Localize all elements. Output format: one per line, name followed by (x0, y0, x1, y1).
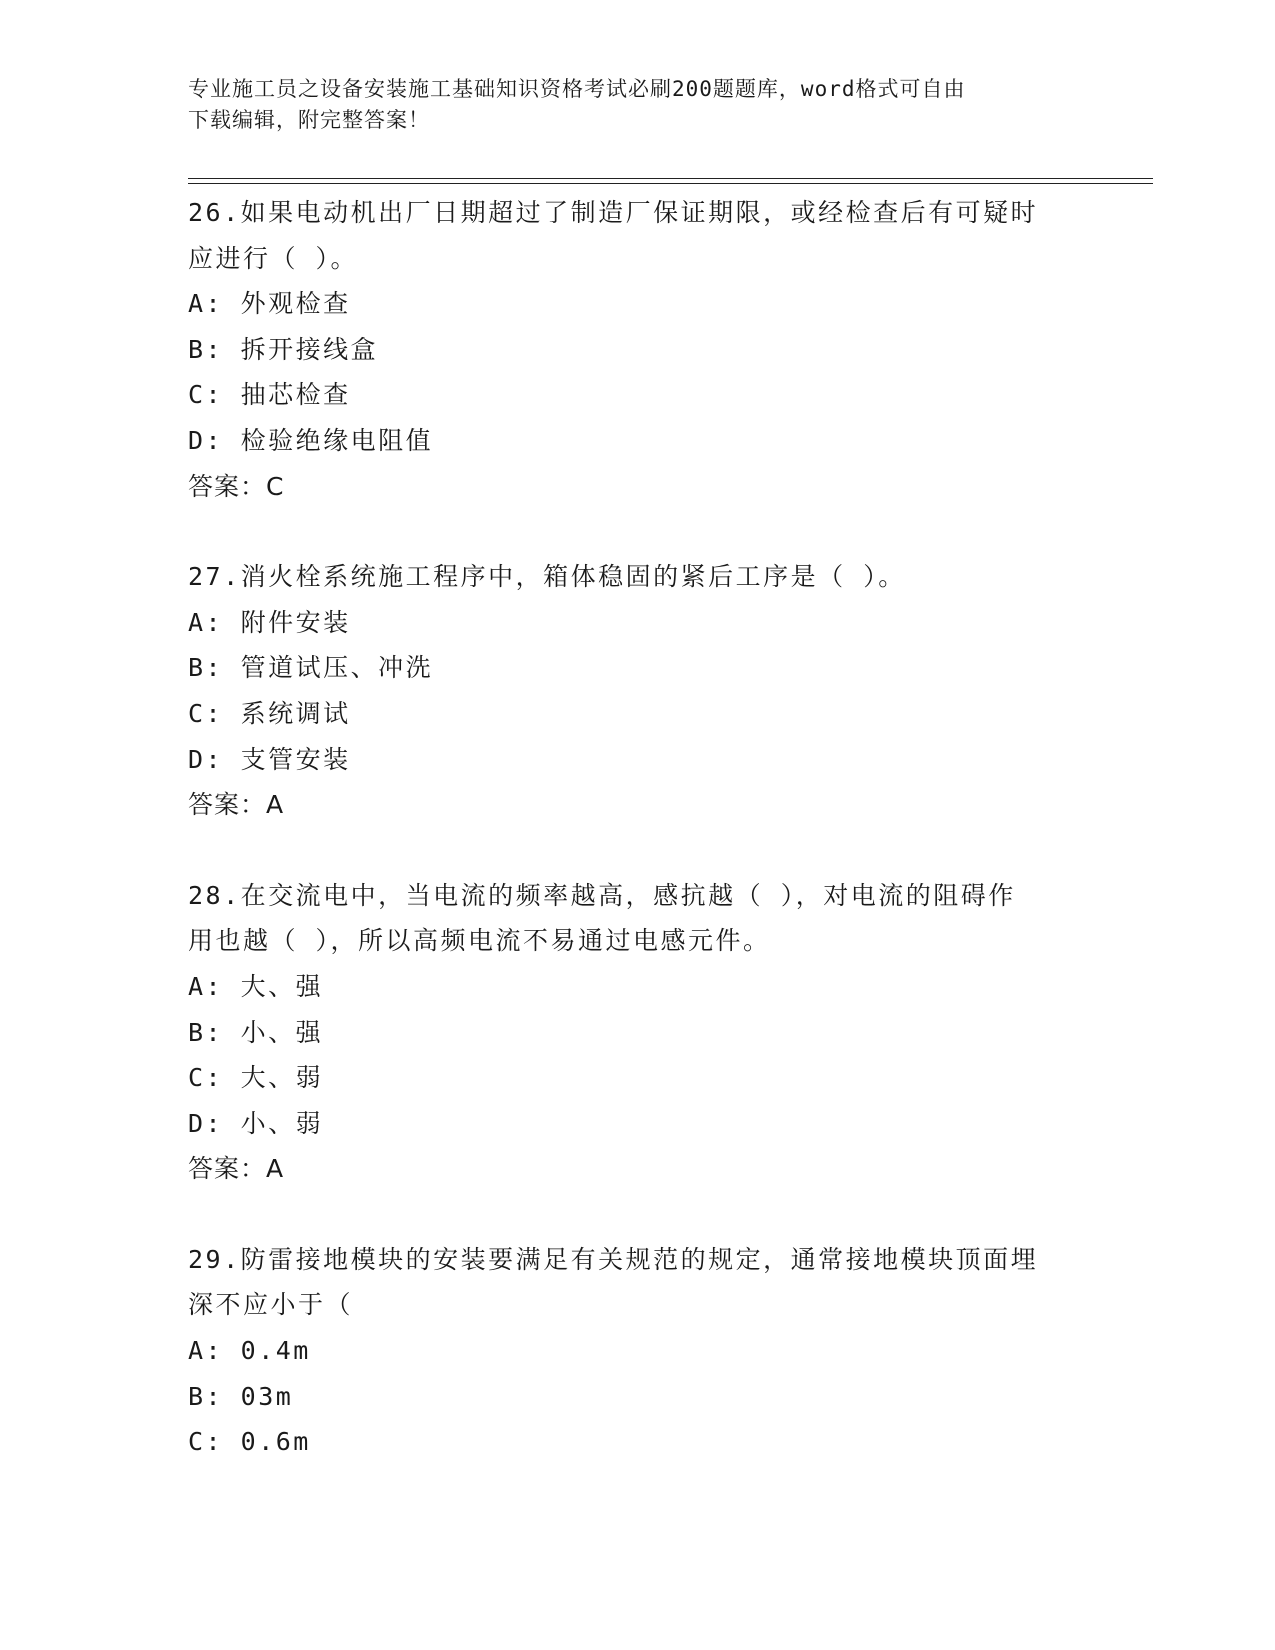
question-stem-continued: 用也越（ ），所以高频电流不易通过电感元件。 (188, 926, 771, 956)
question-stem-continued: 应进行（ ）。 (188, 243, 359, 273)
option-c: C: 抽芯检查 (188, 380, 351, 410)
option-c: C: 大、弱 (188, 1063, 324, 1093)
question-stem: 26.如果电动机出厂日期超过了制造厂保证期限，或经检查后有可疑时 (188, 198, 1039, 227)
option-b: B: 小、强 (188, 1017, 324, 1047)
header-line-2: 下载编辑，附完整答案！ (188, 108, 430, 132)
question-29 (188, 1237, 1088, 1465)
question-27 (188, 554, 1088, 828)
question-26 (188, 190, 1088, 509)
option-b: B: 管道试压、冲洗 (188, 653, 434, 683)
question-28 (188, 873, 1088, 1192)
option-d: D: 小、弱 (188, 1108, 324, 1138)
option-a: A: 外观检查 (188, 289, 351, 319)
option-a: A: 附件安装 (188, 607, 351, 637)
question-stem: 27.消火栓系统施工程序中，箱体稳固的紧后工序是（ ）。 (188, 562, 906, 592)
answer: 答案：C (188, 471, 285, 501)
option-c: C: 系统调试 (188, 698, 351, 728)
option-c: C: 0.6m (188, 1427, 311, 1457)
option-b: B: 03m (188, 1381, 294, 1411)
answer: 答案：A (188, 1154, 285, 1184)
option-d: D: 支管安装 (188, 744, 351, 774)
header-divider-bottom (188, 183, 1153, 184)
header-line-1: 专业施工员之设备安装施工基础知识资格考试必刷200题题库，word格式可自由 (188, 77, 966, 101)
question-list (188, 190, 1088, 1510)
question-stem: 29.防雷接地模块的安装要满足有关规范的规定，通常接地模块顶面埋 (188, 1244, 1039, 1274)
question-stem-continued: 深不应小于（ (188, 1290, 354, 1320)
option-a: A: 大、强 (188, 971, 324, 1001)
option-a: A: 0.4m (188, 1336, 311, 1366)
document-header (188, 74, 1088, 136)
option-d: D: 检验绝缘电阻值 (188, 425, 434, 455)
option-b: B: 拆开接线盒 (188, 334, 379, 364)
answer: 答案：A (188, 790, 285, 820)
header-divider-top (188, 178, 1153, 179)
question-stem: 28.在交流电中，当电流的频率越高，感抗越（ ），对电流的阻碍作 (188, 880, 1016, 910)
